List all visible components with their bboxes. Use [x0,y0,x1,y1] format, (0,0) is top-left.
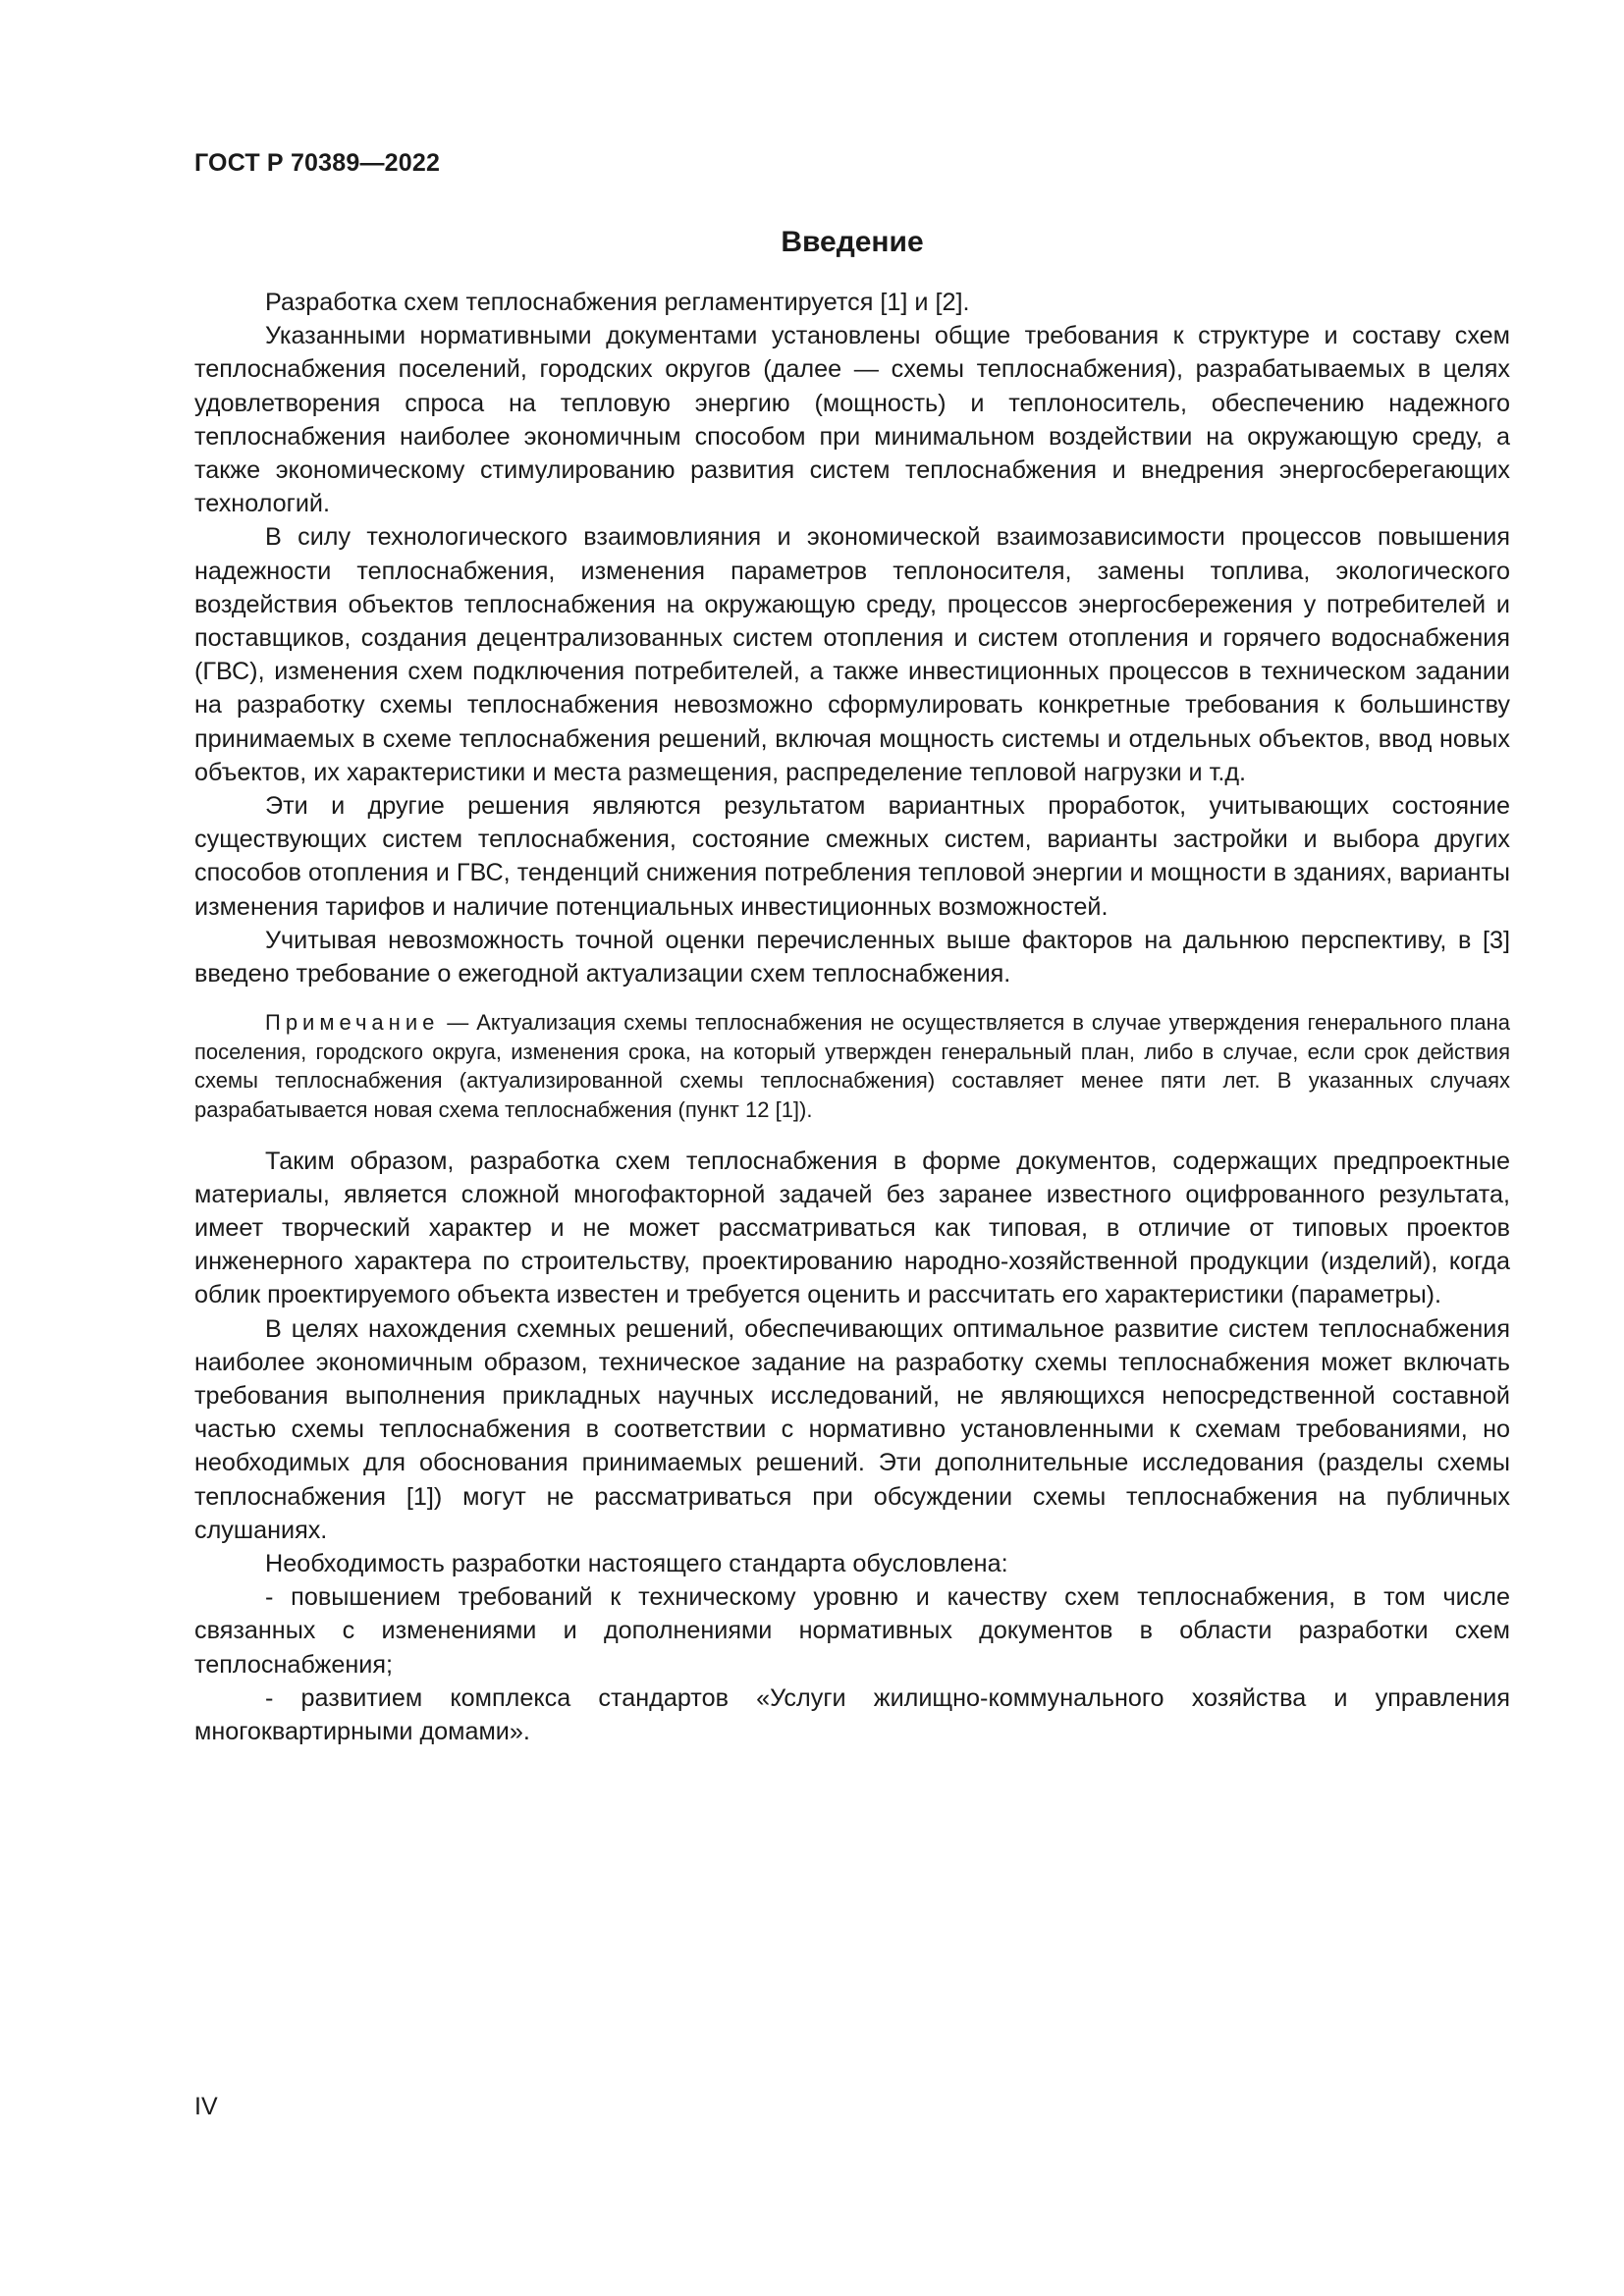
section-title: Введение [781,226,924,258]
paragraph: Разработка схем теплоснабжения регламентируется [1] и [2]. [265,289,970,316]
list-item: - развитием комплекса стандартов «Услуги жилищно-коммунального хозяйства и управления многоквартирными домами». [194,1683,1510,1746]
note-dash: — [439,1010,477,1036]
list-item: - повышением требований к техническому уровню и качеству схем теплоснабжения, в том числе связанных с изменениями и дополнениями нормативных документов в области разработки схем теплоснабжения; [194,1583,1510,1679]
note-block [194,1008,1510,1124]
paragraph: В силу технологического взаимовлияния и экономической взаимозависимости процессов повышения надежности теплоснабжения, изменения параметров теплоносителя, замены топлива, экологического воздействия объектов теплоснабжения на окружающую среду, процессов энергосбережения у потребителей и поставщиков, создания децентрализованных систем отопления и систем отопления и горячего водоснабжения (ГВС), изменения схем подключения потребителей, а также инвестиционных процессов в техническом задании на разработку схемы теплоснабжения невозможно сформулировать конкретные требования к большинству принимаемых в схеме теплоснабжения решений, включая мощность системы и отдельных объектов, ввод новых объектов, их характеристики и места размещения, распределение тепловой нагрузки и т.д. [194,523,1510,786]
paragraph: Указанными нормативными документами установлены общие требования к структуре и составу схем теплоснабжения поселений, городских округов (далее — схемы теплоснабжения), разрабатываемых в целях удовлетворения спроса на тепловую энергию (мощность) и теплоноситель, обеспечению надежного теплоснабжения наиболее экономичным способом при минимальном воздействии на окружающую среду, а также экономическому стимулированию развития систем теплоснабжения и внедрения энергосберегающих технологий. [194,322,1510,518]
paragraph: Эти и другие решения являются результатом вариантных проработок, учитывающих состояние существующих систем теплоснабжения, состояние смежных систем, варианты застройки и выбора других способов отопления и ГВС, тенденций снижения потребления тепловой энергии и мощности в зданиях, варианты изменения тарифов и наличие потенциальных инвестиционных возможностей. [194,792,1510,921]
document-code: ГОСТ Р 70389—2022 [194,149,441,177]
note-text: Актуализация схемы теплоснабжения не осуществляется в случае утверждения генерального плана поселения, городского округа, изменения срока, на который утвержден генеральный план, либо в случае, если срок действия схемы теплоснабжения (актуализированной схемы теплоснабжения) составляет менее пяти лет. В указанных случаях разрабатывается новая схема теплоснабжения (пункт 12 [1]). [194,1010,1510,1123]
paragraph: Таким образом, разработка схем теплоснабжения в форме документов, содержащих предпроектные материалы, является сложной многофакторной задачей без заранее известного оцифрованного результата, имеет творческий характер и не может рассматриваться как типовая, в отличие от типовых проектов инженерного характера по строительству, проектированию народно-хозяйственной продукции (изделий), когда облик проектируемого объекта известен и требуется оценить и рассчитать его характеристики (параметры). [194,1147,1510,1309]
body-text [194,286,1510,1748]
paragraph: В целях нахождения схемных решений, обеспечивающих оптимальное развитие систем теплоснабжения наиболее экономичным образом, техническое задание на разработку схемы теплоснабжения может включать требования выполнения прикладных научных исследований, не являющихся непосредственной составной частью схемы теплоснабжения в соответствии с нормативно установленными к схемам требованиями, но необходимых для обоснования принимаемых решений. Эти дополнительные исследования (разделы схемы теплоснабжения [1]) могут не рассматриваться при обсуждении схемы теплоснабжения на публичных слушаниях. [194,1314,1510,1544]
note-label: Примечание [265,1010,440,1036]
paragraph: Учитывая невозможность точной оценки перечисленных выше факторов на дальнюю перспективу, в [3] введено требование о ежегодной актуализации схем теплоснабжения. [194,926,1510,988]
page-number: IV [194,2093,218,2120]
paragraph: Необходимость разработки настоящего стандарта обусловлена: [265,1550,1008,1578]
